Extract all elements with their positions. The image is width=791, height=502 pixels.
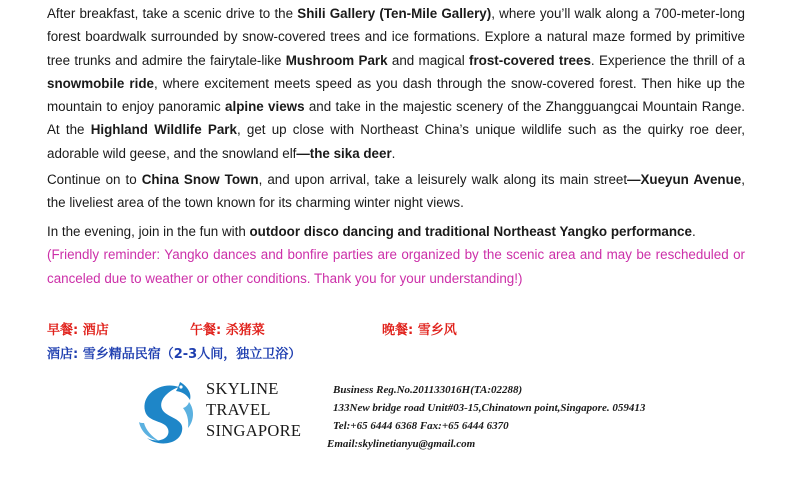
highlight-china-snow-town: China Snow Town [141,172,259,187]
text-segment: , where you’ll walk along a 700-meter-long forest boardwalk surrounded by snow-covered trees and ice formations. Explore a natural maze formed by primitive tree trunks and admire the fairytale-like [47,6,745,68]
brand-line-singapore: SINGAPORE [206,421,302,440]
company-contact [327,381,646,453]
friendly-reminder: (Friendly reminder: Yangko dances and bonfire parties are organized by the scenic area and may be rescheduled or canceled due to weather or other conditions. Thank you for your understanding!) [47,247,745,286]
text-segment: . [691,224,696,239]
text-segment: , and upon arrival, take a leisurely walk along its main street [258,172,628,187]
text-segment: , get up close with Northeast China’s unique wildlife such as the quirky roe deer, adorable wild geese, and the snowland elf [47,122,745,161]
paragraph-day-activities [47,2,745,165]
text-segment: Continue on to [47,172,142,187]
company-phone: Tel:+65 6444 6368 Fax:+65 6444 6370 [333,420,509,432]
meals-row [47,319,747,343]
company-email[interactable]: Email:skylinetianyu@gmail.com [327,438,476,450]
dinner-label: 晚餐: 雪乡风 [382,323,457,338]
company-brand [206,378,301,441]
text-segment: In the evening, join in the fun with [47,224,250,239]
highlight-alpine-views: alpine views [225,99,305,115]
text-segment: After breakfast, take a scenic drive to the [47,6,298,21]
breakfast-label: 早餐: 酒店 [47,323,109,338]
brand-line-skyline: SKYLINE [206,379,279,398]
text-segment: and take in the majestic scenery of the Zhangguangcai Mountain Range. At the [47,99,745,138]
highlight-snowmobile: snowmobile ride [47,75,154,91]
highlight-xueyun-avenue: —Xueyun Avenue [627,172,742,187]
paragraph-evening [47,220,745,290]
highlight-wildlife-park: Highland Wildlife Park [90,122,237,138]
dragon-swirl-logo-icon [131,378,201,448]
text-segment: , the liveliest area of the town known for its charming winter night views. [47,172,745,211]
brand-line-travel: TRAVEL [206,400,271,419]
highlight-shili-gallery: Shili Gallery (Ten-Mile Gallery) [297,6,492,21]
business-reg: Business Reg.No.201133016H(TA:02288) [333,384,523,396]
highlight-frost-trees: frost-covered trees [469,52,591,68]
text-segment: , where excitement meets speed as you dash through the snow-covered forest. Then hike up the mountain to enjoy panoramic [47,75,745,115]
hotel-info: 酒店: 雪乡精品民宿（2-3人间，独立卫浴） [47,347,302,362]
paragraph-snow-town [47,168,745,215]
text-segment: . Experience the thrill of a [590,52,745,68]
text-segment: and magical [387,52,469,68]
highlight-mushroom-park: Mushroom Park [285,52,388,68]
highlight-sika-deer: —the sika deer [296,145,392,161]
company-address: 133New bridge road Unit#03-15,Chinatown point,Singapore. 059413 [333,402,646,414]
lunch-label: 午餐: 杀猪菜 [190,323,265,338]
text-segment: . [391,145,396,161]
highlight-disco-yangko: outdoor disco dancing and traditional Northeast Yangko performance [249,224,692,239]
